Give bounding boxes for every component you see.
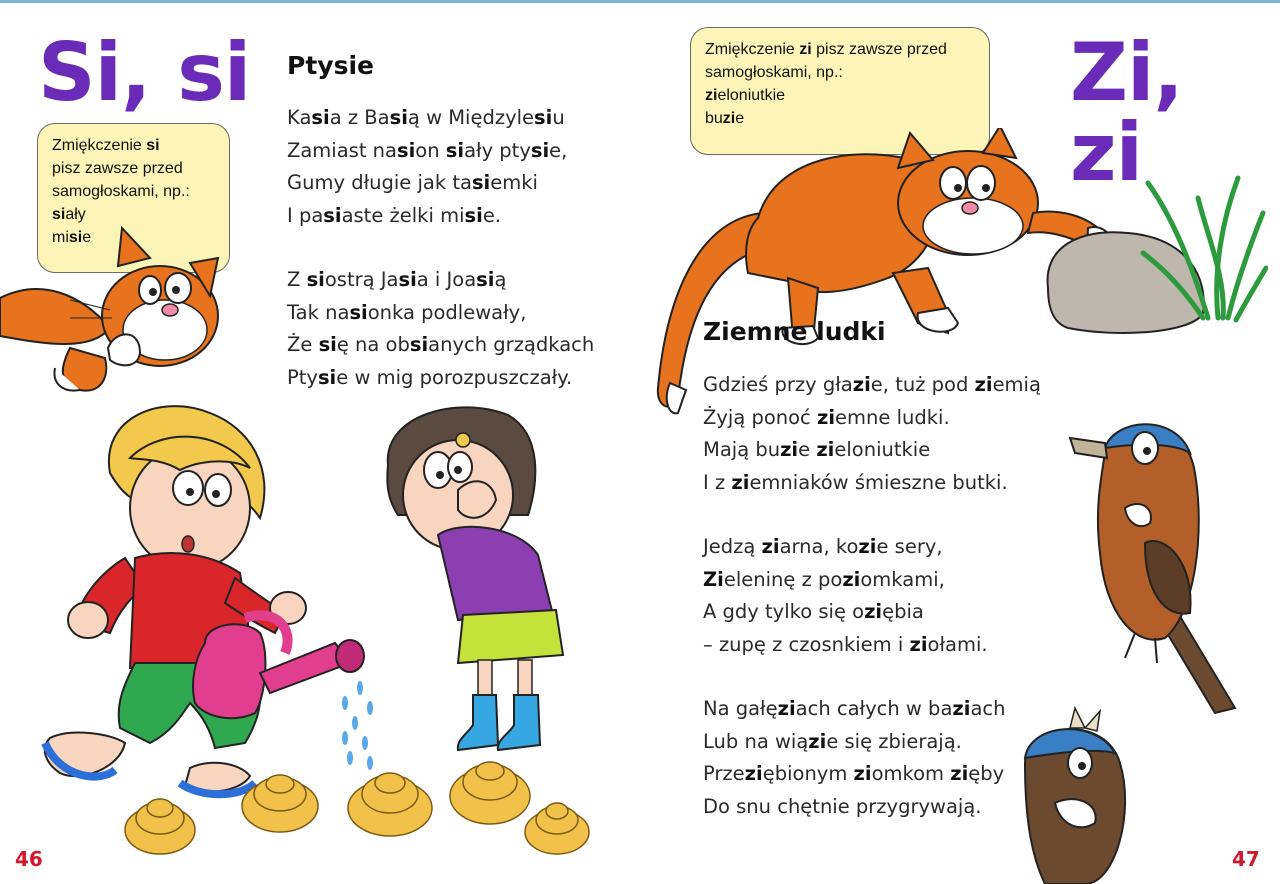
poem-text xyxy=(287,102,594,426)
poem-line: A gdy tylko się oziębia xyxy=(703,600,924,623)
note-line: pisz zawsze przed xyxy=(52,160,183,177)
poem-line: Kasia z Basią w Międzylesiu xyxy=(287,106,565,129)
poem-line: Tak nasionka podlewały, xyxy=(287,300,527,324)
note-line: siały xyxy=(52,206,86,223)
page-heading: Zi, zi xyxy=(1070,26,1183,199)
note-line: zieloniutkie xyxy=(705,87,786,104)
poem-line: Zamiast nasion siały ptysie, xyxy=(287,138,568,162)
note-line: Zmiękczenie si xyxy=(52,137,160,154)
right-page xyxy=(640,3,1280,881)
note-line: buzie xyxy=(705,110,745,127)
poem-line: – zupę z czosnkiem i ziołami. xyxy=(703,632,988,656)
bird-icon xyxy=(1065,413,1250,738)
note-line: misie xyxy=(52,229,92,246)
poem-line: Ptysie w mig porozpuszczały. xyxy=(287,365,573,389)
page-number: 47 xyxy=(1232,847,1260,871)
stanza xyxy=(287,264,594,394)
poem-text xyxy=(703,369,1041,855)
stanza xyxy=(703,693,1041,823)
cat-icon xyxy=(0,218,230,398)
poem-line: Jedzą ziarna, kozie sery, xyxy=(703,535,943,558)
poem-title: Ptysie xyxy=(287,51,374,80)
poem-line: Gumy długie jak tasiemki xyxy=(287,171,538,194)
poem-line: Z siostrą Jasia i Joasią xyxy=(287,268,507,291)
poem-line: Mają buzie zieloniutkie xyxy=(703,438,931,461)
girl-peeking-icon xyxy=(378,405,568,755)
poem-line: Lub na wiązie się zbierają. xyxy=(703,729,962,753)
poem-line: Żyją ponoć ziemne ludki. xyxy=(703,405,950,429)
poem-line: Że się na obsianych grządkach xyxy=(287,333,595,356)
poem-line: I pasiaste żelki misie. xyxy=(287,203,502,227)
stanza xyxy=(703,369,1041,499)
stanza xyxy=(287,102,594,232)
page-heading: Si, si xyxy=(38,26,251,119)
poem-line: Przeziębionym ziomkom zięby xyxy=(703,762,1005,785)
poem-line: Na gałęziach całych w baziach xyxy=(703,697,1006,720)
cream-puff-icon xyxy=(115,758,595,868)
stanza xyxy=(703,531,1041,661)
note-line: samogłoskami, np.: xyxy=(52,183,190,200)
poem-line: Zieleninę z poziomkami, xyxy=(703,567,945,591)
poem-line: Gdzieś przy głazie, tuż pod ziemią xyxy=(703,373,1041,396)
left-page xyxy=(0,3,640,881)
note-line: Zmiękczenie zi pisz zawsze przed xyxy=(705,41,947,58)
bird-icon xyxy=(1005,703,1155,884)
note-line: samogłoskami, np.: xyxy=(705,64,843,81)
page-number: 46 xyxy=(15,847,43,871)
poem-line: Do snu chętnie przygrywają. xyxy=(703,794,982,818)
poem-title: Ziemne ludki xyxy=(703,317,886,346)
poem-line: I z ziemniaków śmieszne butki. xyxy=(703,470,1008,494)
